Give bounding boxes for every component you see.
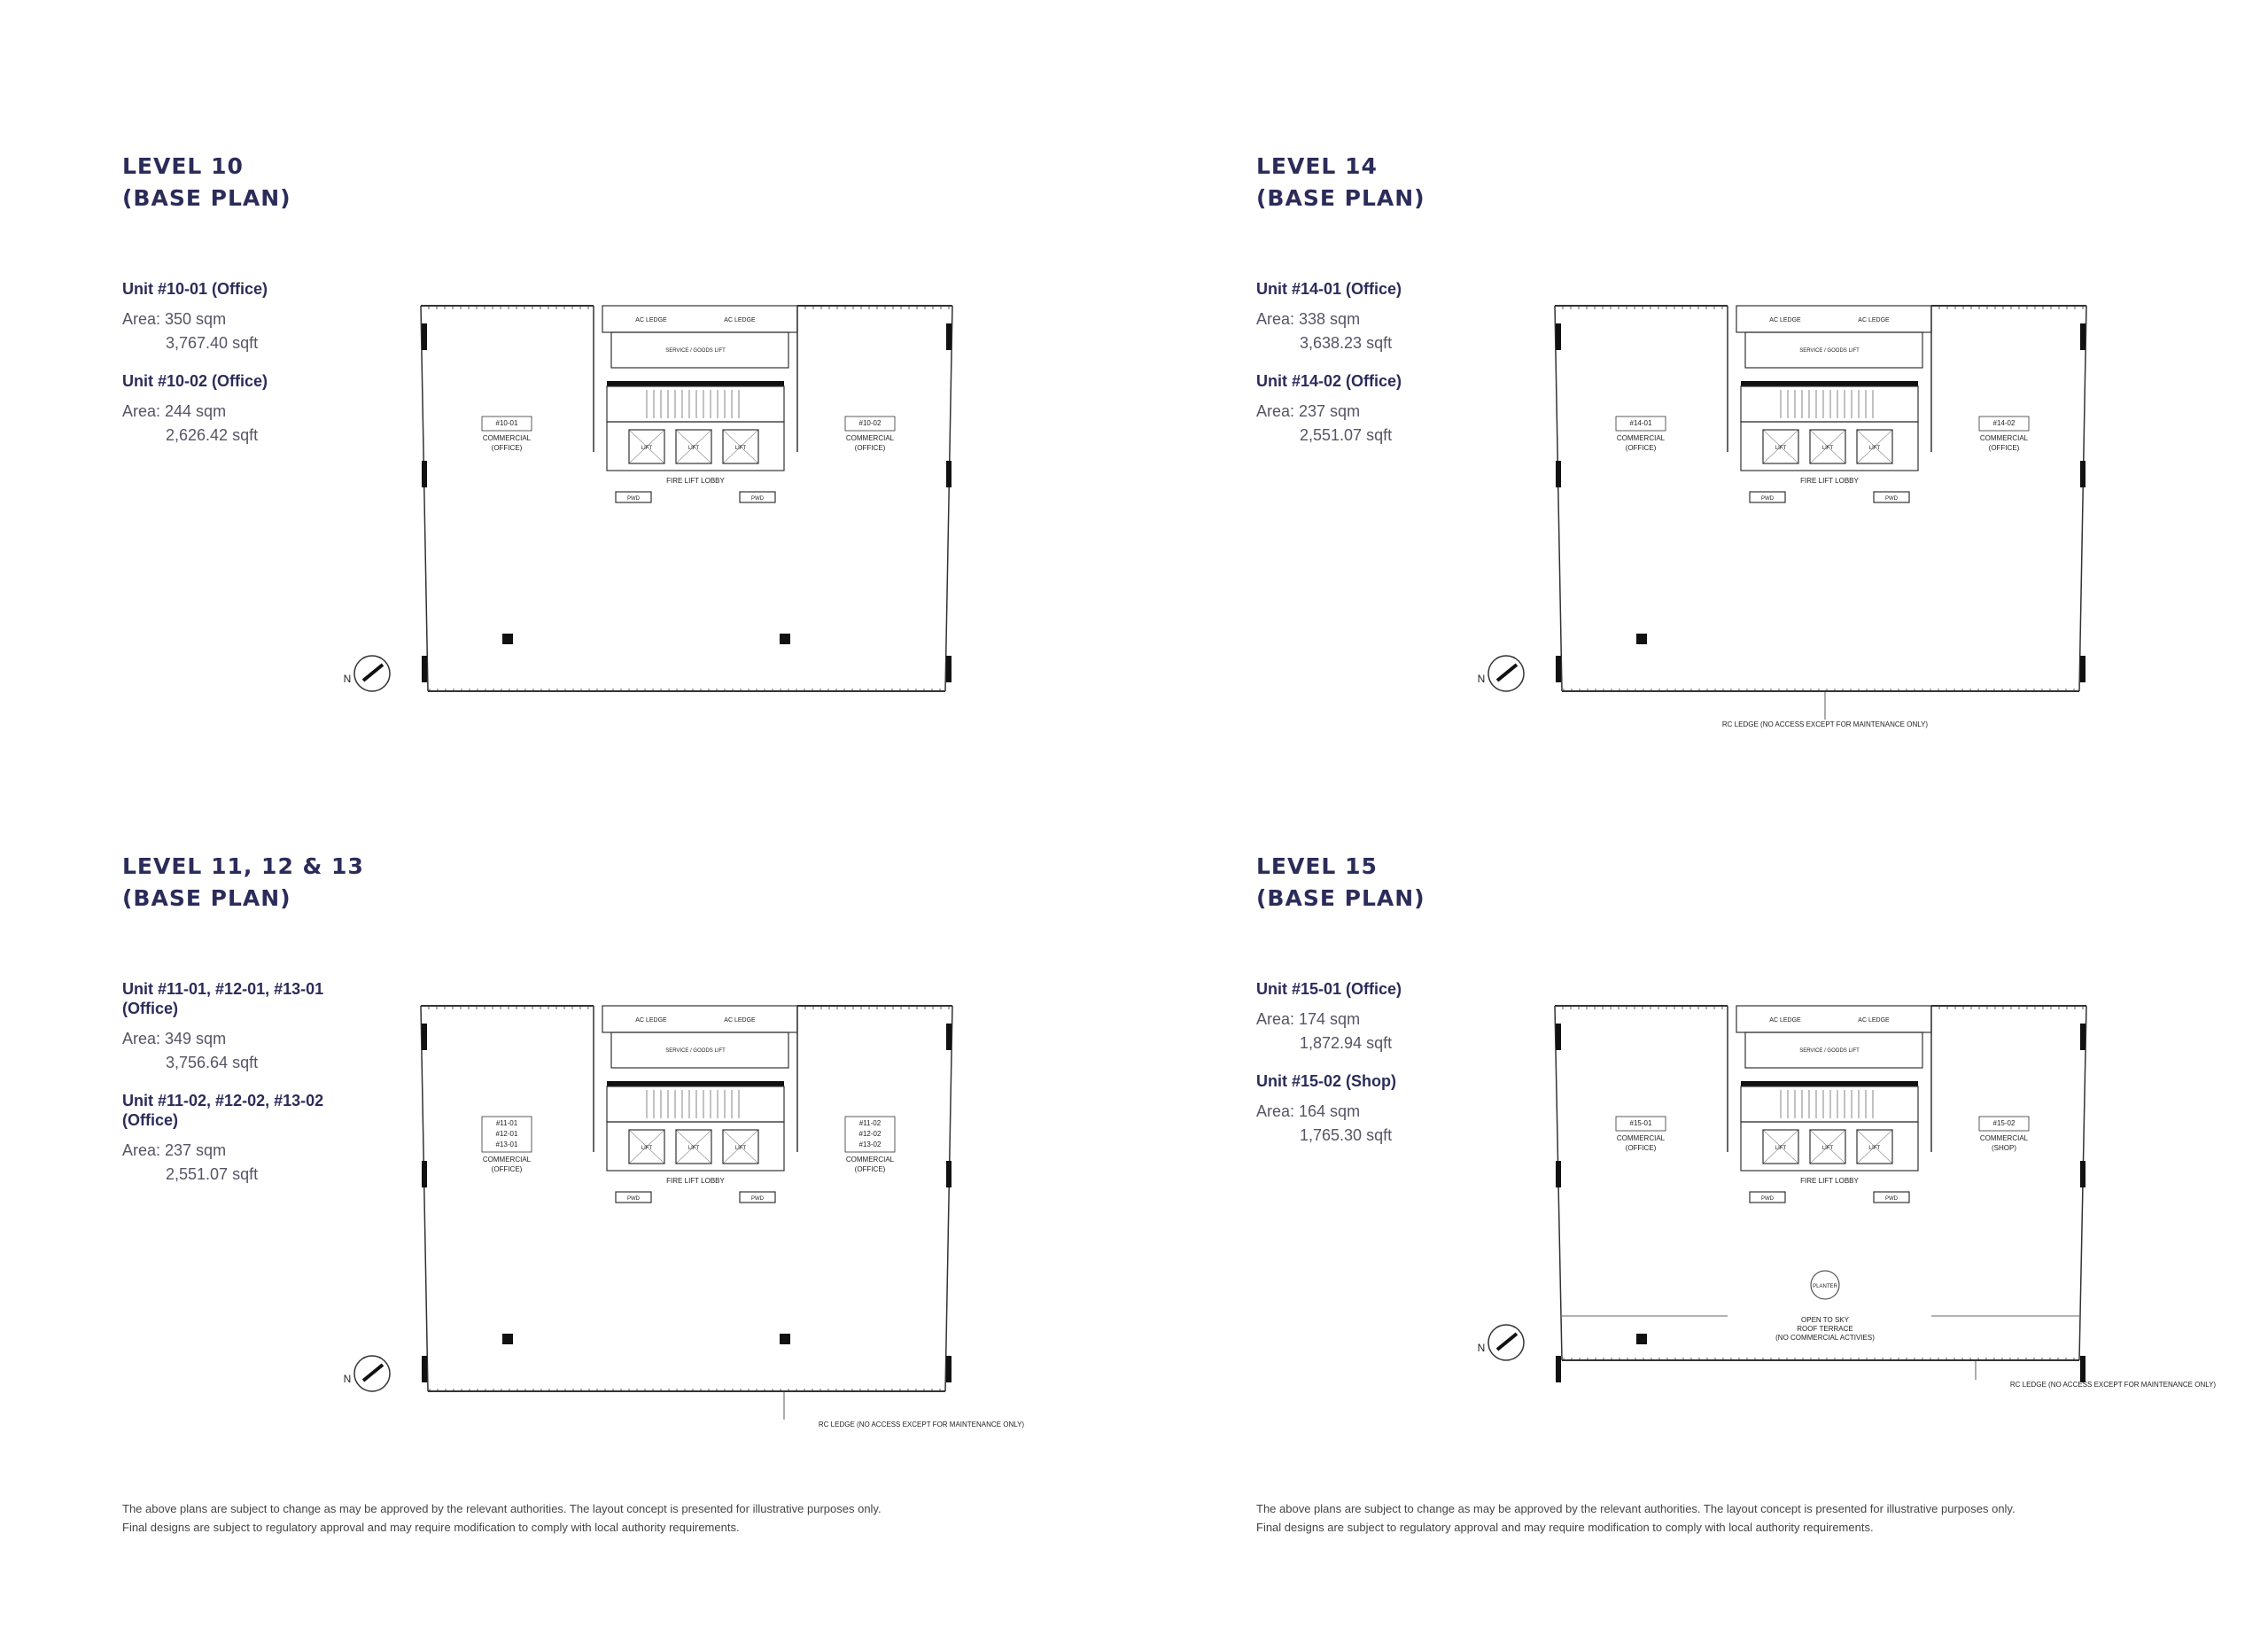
column <box>946 1356 951 1382</box>
unit-info <box>1256 979 1487 1164</box>
stair-box <box>607 386 784 422</box>
panel-level-11-12-13 <box>0 789 1134 1489</box>
area-sqm: Area: 350 sqm <box>122 310 227 328</box>
unit-left-use: (OFFICE) <box>491 444 523 452</box>
area-sqm: Area: 349 sqm <box>122 1030 227 1047</box>
unit-area <box>1256 400 1487 448</box>
unit-block <box>1256 371 1487 448</box>
rc-ledge-note: RC LEDGE (NO ACCESS EXCEPT FOR MAINTENANCE ONLY) <box>2009 1381 2217 1389</box>
core-beam <box>1741 1081 1918 1086</box>
unit-area <box>122 1027 353 1075</box>
unit-right-use: (OFFICE) <box>854 1165 886 1173</box>
unit-left-use: (OFFICE) <box>1625 1144 1657 1152</box>
unit-left-tag: #13-01 <box>495 1140 518 1148</box>
column <box>502 1334 513 1344</box>
unit-area <box>1256 1008 1487 1055</box>
lift-label: LIFT <box>1868 446 1881 451</box>
disclaimer <box>1256 1499 2142 1537</box>
unit-left-use: COMMERCIAL <box>482 1156 532 1164</box>
area-sqm: Area: 237 sqm <box>1256 402 1361 420</box>
unit-left-tag: #12-01 <box>495 1130 518 1138</box>
column <box>422 1024 427 1050</box>
column <box>2080 323 2085 350</box>
unit-area <box>122 307 353 355</box>
fire-lift-lobby-label: FIRE LIFT LOBBY <box>1800 477 1859 485</box>
area-sqft: 3,638.23 sqft <box>1300 334 1393 352</box>
unit-right-use: (OFFICE) <box>854 444 886 452</box>
compass-needle <box>1497 665 1517 681</box>
service-lift-label: SERVICE / GOODS LIFT <box>1799 1048 1860 1054</box>
lift-label: LIFT <box>1821 446 1834 451</box>
unit-name: Unit #15-02 (Shop) <box>1256 1072 1397 1090</box>
lift-label: LIFT <box>1775 1146 1787 1151</box>
terrace-label: (NO COMMERCIAL ACTIVIES) <box>1775 1334 1875 1342</box>
unit-left-use: (OFFICE) <box>491 1165 523 1173</box>
column <box>422 323 427 350</box>
unit-name: Unit #11-01, #12-01, #13-01 (Office) <box>122 980 324 1017</box>
service-lift-label: SERVICE / GOODS LIFT <box>665 1048 726 1054</box>
plan-title <box>122 851 364 915</box>
unit-block <box>122 979 353 1075</box>
area-sqm: Area: 164 sqm <box>1256 1102 1361 1120</box>
unit-right-use: COMMERCIAL <box>845 1156 895 1164</box>
lift-label: LIFT <box>687 1146 700 1151</box>
lift-label: LIFT <box>1868 1146 1881 1151</box>
unit-area <box>122 1139 353 1187</box>
unit-right-use: COMMERCIAL <box>845 434 895 442</box>
rc-ledge-note: RC LEDGE (NO ACCESS EXCEPT FOR MAINTENANCE ONLY) <box>818 1421 1025 1428</box>
column <box>1556 323 1561 350</box>
unit-right-tag: #11-02 <box>858 1119 882 1127</box>
unit-block <box>1256 1071 1487 1148</box>
unit-left-tag: #14-01 <box>1629 419 1652 427</box>
lift-label: LIFT <box>734 446 747 451</box>
ac-ledge-box <box>1736 1006 1931 1032</box>
unit-block <box>122 279 353 355</box>
title-line-2: (BASE PLAN) <box>122 885 291 911</box>
floor-plan <box>1471 195 2162 744</box>
area-sqm: Area: 174 sqm <box>1256 1010 1361 1028</box>
disclaimer-line-2: Final designs are subject to regulatory approval and may require modification to comply with local authority requirements. <box>1256 1521 1874 1534</box>
fire-lift-lobby-label: FIRE LIFT LOBBY <box>666 1177 725 1185</box>
ac-ledge-box <box>602 1006 797 1032</box>
outer-wall-left <box>421 306 428 691</box>
unit-name: Unit #14-02 (Office) <box>1256 372 1402 390</box>
ac-ledge-label: AC LEDGE <box>1769 1017 1801 1024</box>
lift-label: LIFT <box>687 446 700 451</box>
pwd-label: PWD <box>1885 1196 1898 1202</box>
unit-info <box>122 279 353 463</box>
unit-left-use: (OFFICE) <box>1625 444 1657 452</box>
area-sqft: 2,626.42 sqft <box>166 426 259 444</box>
ac-ledge-box <box>602 306 797 332</box>
column <box>1636 1334 1647 1344</box>
lift-label: LIFT <box>1821 1146 1834 1151</box>
column <box>422 656 427 682</box>
unit-right-use: (SHOP) <box>1992 1144 2016 1152</box>
unit-name: Unit #15-01 (Office) <box>1256 980 1402 998</box>
unit-left-use: COMMERCIAL <box>1616 1134 1666 1142</box>
panel-level-10 <box>0 89 1134 789</box>
title-line-1: LEVEL 14 <box>1256 153 1378 179</box>
pwd-label: PWD <box>1761 1196 1774 1202</box>
column <box>1636 634 1647 644</box>
column <box>422 1356 427 1382</box>
unit-block <box>122 371 353 448</box>
area-sqft: 3,767.40 sqft <box>166 334 259 352</box>
plan-title <box>1256 151 1425 214</box>
ac-ledge-label: AC LEDGE <box>1858 1017 1890 1024</box>
unit-right-tag: #12-02 <box>858 1130 882 1138</box>
floor-plan <box>337 895 1045 1462</box>
disclaimer-line-1: The above plans are subject to change as may be approved by the relevant authorities. The layout concept is presented for illustrative purposes only. <box>1256 1502 2016 1515</box>
pwd-label: PWD <box>751 1196 764 1202</box>
unit-right-use: COMMERCIAL <box>1979 1134 2029 1142</box>
area-sqft: 2,551.07 sqft <box>166 1165 259 1183</box>
unit-right-tag: #10-02 <box>858 419 882 427</box>
unit-name: Unit #11-02, #12-02, #13-02 (Office) <box>122 1092 324 1129</box>
stair-box <box>607 1086 784 1122</box>
ac-ledge-label: AC LEDGE <box>1858 317 1890 323</box>
core-beam <box>607 1081 784 1086</box>
fire-lift-lobby-label: FIRE LIFT LOBBY <box>1800 1177 1859 1185</box>
column <box>780 1334 790 1344</box>
terrace-label: OPEN TO SKY <box>1801 1316 1849 1324</box>
unit-right-use: COMMERCIAL <box>1979 434 2029 442</box>
floor-plan <box>337 195 1028 744</box>
compass-label: N <box>1477 673 1486 685</box>
column <box>946 1161 951 1187</box>
column <box>422 1161 427 1187</box>
column <box>2080 461 2085 487</box>
panel-level-15 <box>1134 789 2268 1489</box>
unit-right-tag: #14-02 <box>1992 419 2016 427</box>
column <box>422 461 427 487</box>
column <box>946 461 951 487</box>
column <box>2080 1024 2085 1050</box>
service-lift-label: SERVICE / GOODS LIFT <box>1799 348 1860 354</box>
title-line-2: (BASE PLAN) <box>122 185 291 211</box>
compass-needle <box>363 665 383 681</box>
column <box>946 323 951 350</box>
planter-label: PLANTER <box>1813 1284 1837 1289</box>
unit-area <box>1256 307 1487 355</box>
unit-block <box>1256 979 1487 1055</box>
unit-left-use: COMMERCIAL <box>1616 434 1666 442</box>
column <box>1556 656 1561 682</box>
stair-box <box>1741 1086 1918 1122</box>
area-sqft: 1,872.94 sqft <box>1300 1034 1393 1052</box>
column <box>1556 1161 1561 1187</box>
column <box>1556 1356 1561 1382</box>
plan-title <box>1256 851 1425 915</box>
unit-area <box>122 400 353 448</box>
floor-plan <box>1471 895 2217 1444</box>
column <box>946 656 951 682</box>
compass-label: N <box>343 673 352 685</box>
title-line-1: LEVEL 11, 12 & 13 <box>122 853 364 879</box>
unit-right-tag: #13-02 <box>858 1140 882 1148</box>
column <box>2080 1356 2085 1382</box>
service-lift-label: SERVICE / GOODS LIFT <box>665 348 726 354</box>
pwd-label: PWD <box>627 1196 640 1202</box>
outer-wall-right <box>2079 306 2086 691</box>
column <box>946 1024 951 1050</box>
unit-block <box>122 1091 353 1187</box>
pwd-label: PWD <box>751 496 764 502</box>
pwd-label: PWD <box>627 496 640 502</box>
compass-needle <box>363 1365 383 1381</box>
area-sqm: Area: 237 sqm <box>122 1141 227 1159</box>
disclaimer-line-2: Final designs are subject to regulatory approval and may require modification to comply with local authority requirements. <box>122 1521 740 1534</box>
ac-ledge-box <box>1736 306 1931 332</box>
column <box>2080 1161 2085 1187</box>
core-beam <box>607 381 784 386</box>
disclaimer-line-1: The above plans are subject to change as may be approved by the relevant authorities. The layout concept is presented for illustrative purposes only. <box>122 1502 882 1515</box>
column <box>1556 1024 1561 1050</box>
unit-name: Unit #10-02 (Office) <box>122 372 268 390</box>
ac-ledge-label: AC LEDGE <box>724 1017 756 1024</box>
area-sqft: 1,765.30 sqft <box>1300 1126 1393 1144</box>
core-beam <box>1741 381 1918 386</box>
compass-needle <box>1497 1334 1517 1350</box>
column <box>780 634 790 644</box>
compass-label: N <box>1477 1342 1486 1354</box>
unit-right-tag: #15-02 <box>1992 1119 2016 1127</box>
ac-ledge-label: AC LEDGE <box>724 317 756 323</box>
lift-label: LIFT <box>734 1146 747 1151</box>
area-sqm: Area: 244 sqm <box>122 402 227 420</box>
rc-ledge-note: RC LEDGE (NO ACCESS EXCEPT FOR MAINTENANCE ONLY) <box>1721 720 1929 728</box>
area-sqm: Area: 338 sqm <box>1256 310 1361 328</box>
unit-left-tag: #15-01 <box>1629 1119 1652 1127</box>
panel-level-14 <box>1134 89 2268 789</box>
column <box>2080 656 2085 682</box>
unit-name: Unit #10-01 (Office) <box>122 280 268 298</box>
unit-info <box>122 979 353 1203</box>
unit-name: Unit #14-01 (Office) <box>1256 280 1402 298</box>
unit-right-use: (OFFICE) <box>1988 444 2020 452</box>
disclaimer <box>122 1499 1008 1537</box>
column <box>502 634 513 644</box>
plan-title <box>122 151 291 214</box>
outer-wall-right <box>945 1006 952 1391</box>
lift-label: LIFT <box>1775 446 1787 451</box>
outer-wall-left <box>1555 306 1562 691</box>
title-line-2: (BASE PLAN) <box>1256 885 1425 911</box>
unit-left-tag: #10-01 <box>495 419 518 427</box>
pwd-label: PWD <box>1761 496 1774 502</box>
outer-wall-right <box>945 306 952 691</box>
terrace-label: ROOF TERRACE <box>1797 1325 1853 1333</box>
title-line-2: (BASE PLAN) <box>1256 185 1425 211</box>
area-sqft: 3,756.64 sqft <box>166 1054 259 1071</box>
title-line-1: LEVEL 10 <box>122 153 244 179</box>
unit-left-tag: #11-01 <box>495 1119 518 1127</box>
area-sqft: 2,551.07 sqft <box>1300 426 1393 444</box>
pwd-label: PWD <box>1885 496 1898 502</box>
ac-ledge-label: AC LEDGE <box>1769 317 1801 323</box>
fire-lift-lobby-label: FIRE LIFT LOBBY <box>666 477 725 485</box>
ac-ledge-label: AC LEDGE <box>635 317 667 323</box>
compass-label: N <box>343 1373 352 1385</box>
lift-label: LIFT <box>641 1146 653 1151</box>
stair-box <box>1741 386 1918 422</box>
unit-block <box>1256 279 1487 355</box>
title-line-1: LEVEL 15 <box>1256 853 1378 879</box>
unit-area <box>1256 1100 1487 1148</box>
column <box>1556 461 1561 487</box>
outer-wall-left <box>421 1006 428 1391</box>
unit-info <box>1256 279 1487 463</box>
ac-ledge-label: AC LEDGE <box>635 1017 667 1024</box>
lift-label: LIFT <box>641 446 653 451</box>
unit-left-use: COMMERCIAL <box>482 434 532 442</box>
